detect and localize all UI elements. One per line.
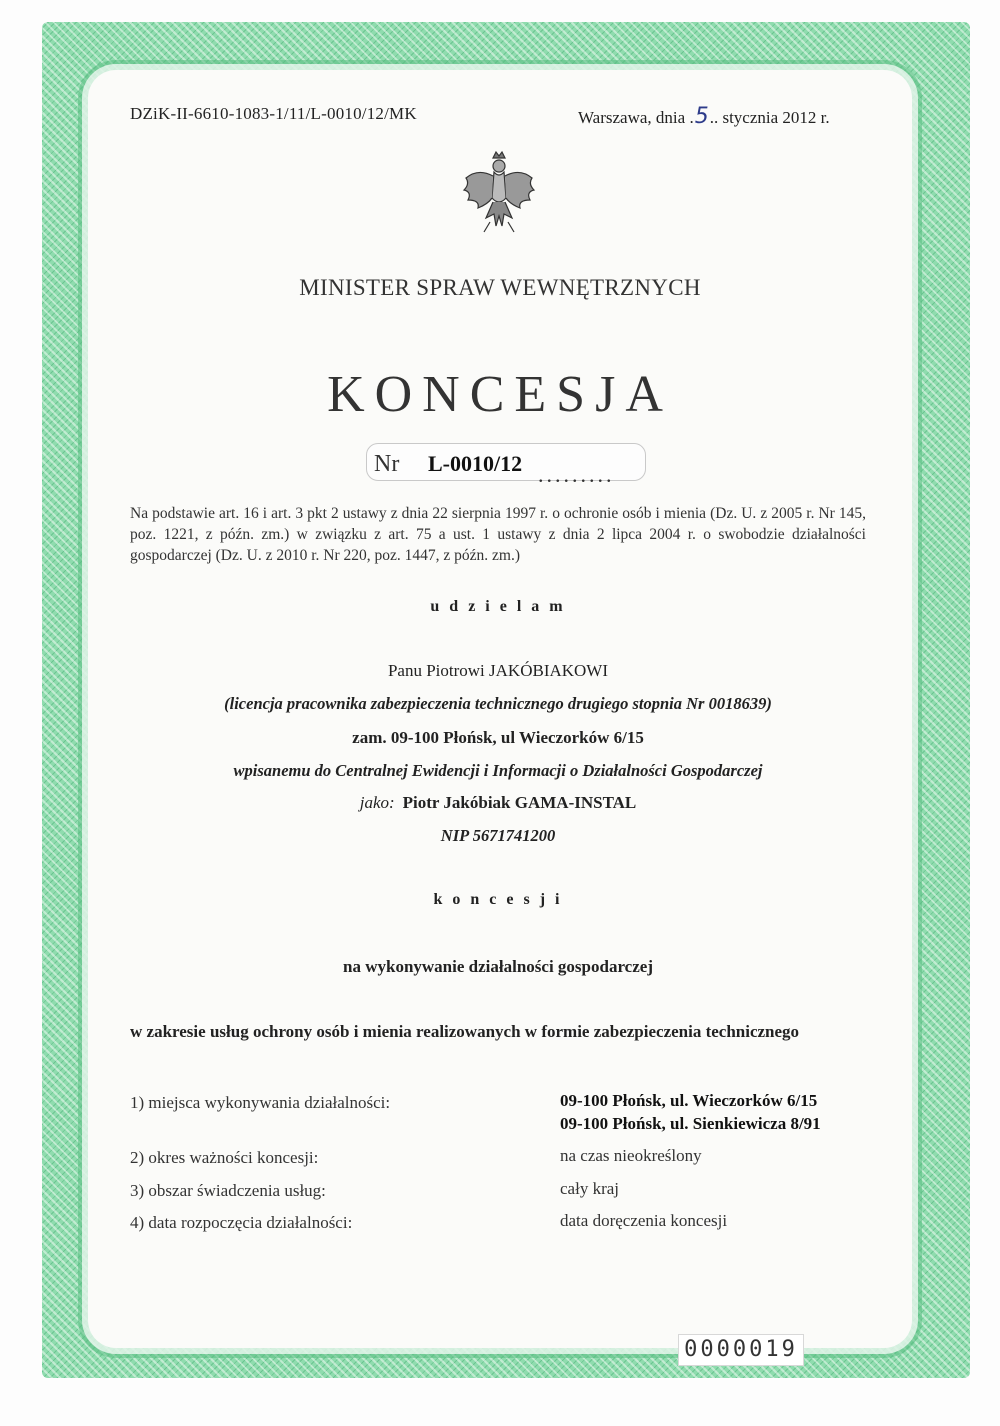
issuing-authority: MINISTER SPRAW WEWNĘTRZNYCH (299, 275, 701, 300)
item-value: cały kraj (560, 1179, 619, 1198)
concession-number: L-0010/12 (428, 451, 523, 476)
date-prefix: Warszawa, dnia . (578, 108, 694, 127)
number-dots: ......... (538, 462, 615, 487)
date-suffix: .. stycznia 2012 r. (709, 108, 830, 127)
item-value: 09-100 Płońsk, ul. Wieczorków 6/15 (560, 1091, 818, 1110)
item-value: 09-100 Płońsk, ul. Sienkiewicza 8/91 (560, 1114, 821, 1133)
tax-id: NIP 5671741200 (440, 826, 556, 845)
item-label: 2) okres ważności koncesji: (130, 1148, 319, 1167)
item-label: 3) obszar świadczenia usług: (130, 1181, 326, 1200)
recipient-address: zam. 09-100 Płońsk, ul Wieczorków 6/15 (352, 728, 644, 747)
serial-number: 0000019 (684, 1337, 798, 1362)
document-reference: DZiK-II-6610-1083-1/11/L-0010/12/MK (130, 104, 417, 123)
item-label: 1) miejsca wykonywania działalności: (130, 1093, 391, 1112)
registry-note: wpisanemu do Centralnej Ewidencji i Informacji o Działalności Gospodarczej (233, 761, 763, 780)
business-name: Piotr Jakóbiak GAMA-INSTAL (402, 793, 637, 812)
legal-basis: Na podstawie art. 16 i art. 3 pkt 2 ustawy z dnia 22 sierpnia 1997 r. o ochronie osób i mienia (Dz. U. z 2005 r. Nr 145, poz. 1221, z późn. zm.) w związku z art. 75 a ust. 1 ustawy z dnia 2 lipca 2004 r. o swobodzie działalności gospodarczej (Dz. U. z 2010 r. Nr 220, poz. 1447, z późn. zm.) (130, 505, 866, 564)
document-title: KONCESJA (327, 366, 673, 423)
handwritten-day: 5 (694, 104, 709, 129)
recipient-name: Panu Piotrowi JAKÓBIAKOWI (387, 661, 609, 680)
polish-eagle-emblem-icon (460, 148, 538, 238)
item-label: 4) data rozpoczęcia działalności: (130, 1213, 353, 1232)
activity-statement: na wykonywanie działalności gospodarczej (343, 957, 653, 976)
business-prefix: jako: (359, 793, 395, 812)
concession-word: k o n c e s j i (433, 891, 563, 908)
item-value: data doręczenia koncesji (560, 1211, 728, 1230)
number-label: Nr (374, 451, 400, 477)
licence-note: (licencja pracownika zabezpieczenia technicznego drugiego stopnia Nr 0018639) (224, 694, 772, 713)
scope-statement: w zakresie usług ochrony osób i mienia realizowanych w formie zabezpieczenia technicznego (130, 1022, 800, 1041)
issue-date (578, 104, 830, 129)
grant-word: u d z i e l a m (430, 598, 566, 615)
item-value: na czas nieokreślony (560, 1146, 702, 1165)
serial-number-box (678, 1334, 804, 1366)
business-name-line (130, 793, 866, 813)
